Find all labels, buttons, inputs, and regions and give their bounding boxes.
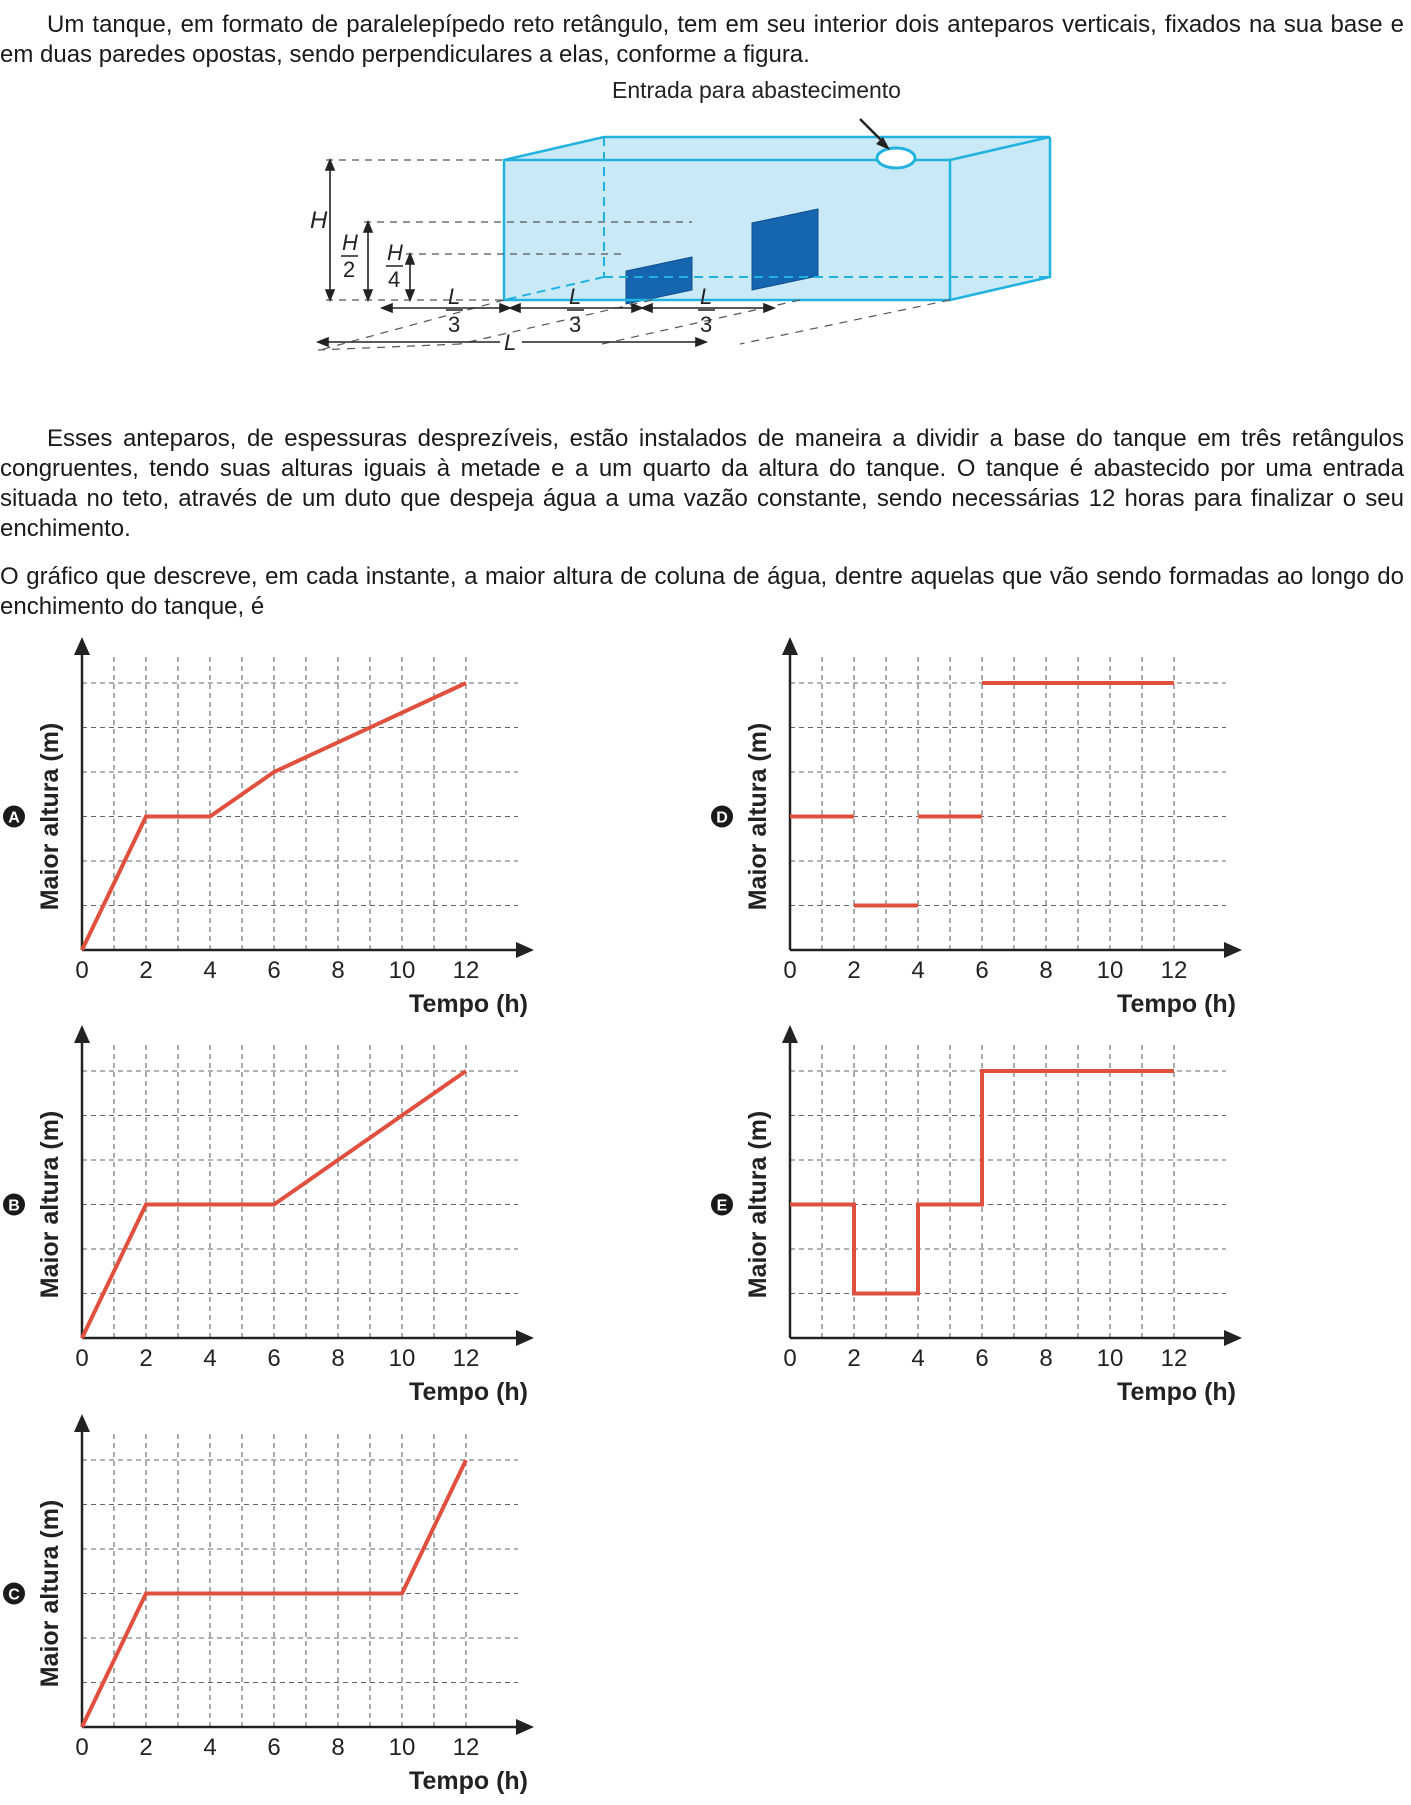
x-tick-label: 4 <box>911 1345 925 1372</box>
question-paragraph: O gráfico que descreve, em cada instante, a maior altura de coluna de água, dentre aquelas que vão sendo formadas ao longo do enchimento do tanque, é <box>0 563 1404 620</box>
chart-e-svg <box>708 1008 1308 1408</box>
y-axis-label: Maior altura (m) <box>36 722 64 911</box>
x-tick-label: 4 <box>911 957 925 984</box>
y-axis-arrow <box>782 1025 798 1043</box>
intro-paragraph: Um tanque, em formato de paralelepípedo reto retângulo, tem em seu interior dois anteparos verticais, fixados na sua base e em duas paredes opostas, sendo perpendiculares a elas, conforme a figura. <box>0 11 1404 68</box>
y-axis-arrow <box>74 1414 90 1432</box>
x-tick-label: 8 <box>331 1734 345 1761</box>
y-axis-label: Maior altura (m) <box>36 1499 64 1688</box>
x-tick-label: 2 <box>139 1345 153 1372</box>
label-quarter-num: H <box>387 240 403 265</box>
x-tick-label: 0 <box>783 1345 797 1372</box>
description-paragraph: Esses anteparos, de espessuras desprezíveis, estão instalados de maneira a dividir a base do tanque em três retângulos congruentes, tendo suas alturas iguais à metade e a um quarto da altura do tanque. O tanque é abastecido por uma entrada situada no teto, através de um duto que despeja água a uma vazão constante, sendo necessárias 12 horas para finalizar o seu enchimento. <box>0 425 1404 542</box>
x-tick-label: 0 <box>75 1734 89 1761</box>
chart-d-svg <box>708 620 1308 1020</box>
x-tick-label: 8 <box>331 1345 345 1372</box>
x-tick-label: 0 <box>75 1345 89 1372</box>
chart-b-svg <box>0 1008 600 1408</box>
y-axis-label: Maior altura (m) <box>744 722 772 911</box>
x-tick-label: 10 <box>388 957 416 984</box>
x-tick-label: 12 <box>1160 1345 1188 1372</box>
x-tick-label: 8 <box>331 957 345 984</box>
x-tick-label: 12 <box>452 1734 480 1761</box>
x-tick-label: 10 <box>388 1345 416 1372</box>
x-axis-arrow <box>516 1330 534 1346</box>
x-axis-label: Tempo (h) <box>409 990 528 1018</box>
x-tick-label: 12 <box>452 1345 480 1372</box>
x-tick-label: 12 <box>452 957 480 984</box>
x-axis-label: Tempo (h) <box>1117 1378 1236 1406</box>
x-axis-arrow <box>1224 1330 1242 1346</box>
y-axis-label: Maior altura (m) <box>36 1110 64 1299</box>
option-letter: C <box>8 1586 20 1604</box>
chart-option-a[interactable] <box>0 620 600 1020</box>
label-L: L <box>504 330 517 355</box>
x-axis-arrow <box>516 1719 534 1735</box>
label-third-1-num: L <box>448 284 461 309</box>
label-third-1-den: 3 <box>448 312 461 337</box>
x-tick-label: 2 <box>139 957 153 984</box>
label-half-den: 2 <box>343 257 356 282</box>
x-tick-label: 6 <box>267 1734 281 1761</box>
x-axis-label: Tempo (h) <box>409 1378 528 1406</box>
x-tick-label: 0 <box>75 957 89 984</box>
chart-option-c[interactable] <box>0 1397 600 1797</box>
option-letter: D <box>716 809 728 827</box>
x-tick-label: 8 <box>1039 957 1053 984</box>
x-tick-label: 6 <box>975 957 989 984</box>
x-tick-label: 0 <box>783 957 797 984</box>
option-letter: A <box>8 809 20 827</box>
x-axis-arrow <box>1224 942 1242 958</box>
tank-side-face <box>950 137 1050 300</box>
y-axis-arrow <box>74 637 90 655</box>
label-H: H <box>310 207 328 234</box>
label-third-3-den: 3 <box>700 312 713 337</box>
x-tick-label: 6 <box>267 1345 281 1372</box>
chart-option-d[interactable] <box>708 620 1308 1020</box>
x-tick-label: 2 <box>847 1345 861 1372</box>
chart-a-svg <box>0 620 600 1020</box>
entrance-hole <box>877 148 915 168</box>
x-tick-label: 10 <box>1096 957 1124 984</box>
label-quarter-den: 4 <box>388 267 401 292</box>
x-tick-label: 4 <box>203 1345 217 1372</box>
y-axis-arrow <box>782 637 798 655</box>
x-tick-label: 2 <box>139 1734 153 1761</box>
y-axis-arrow <box>74 1025 90 1043</box>
x-tick-label: 10 <box>1096 1345 1124 1372</box>
y-axis-label: Maior altura (m) <box>744 1110 772 1299</box>
label-third-2-num: L <box>569 284 582 309</box>
option-letter: B <box>8 1197 20 1215</box>
x-axis-label: Tempo (h) <box>409 1767 528 1795</box>
x-axis-arrow <box>516 942 534 958</box>
tank-figure <box>310 77 1070 412</box>
x-tick-label: 10 <box>388 1734 416 1761</box>
chart-option-e[interactable] <box>708 1008 1308 1408</box>
x-tick-label: 4 <box>203 1734 217 1761</box>
x-tick-label: 6 <box>267 957 281 984</box>
x-tick-label: 6 <box>975 1345 989 1372</box>
x-tick-label: 12 <box>1160 957 1188 984</box>
x-tick-label: 8 <box>1039 1345 1053 1372</box>
label-third-2-den: 3 <box>569 312 582 337</box>
label-third-3-num: L <box>700 284 713 309</box>
chart-c-svg <box>0 1397 600 1797</box>
data-line <box>790 1071 1174 1294</box>
x-axis-label: Tempo (h) <box>1117 990 1236 1018</box>
tank-front-face <box>504 160 950 300</box>
label-half-num: H <box>342 230 358 255</box>
x-tick-label: 2 <box>847 957 861 984</box>
option-letter: E <box>716 1197 728 1215</box>
entrance-label: Entrada para abastecimento <box>612 77 901 103</box>
chart-option-b[interactable] <box>0 1008 600 1408</box>
x-tick-label: 4 <box>203 957 217 984</box>
